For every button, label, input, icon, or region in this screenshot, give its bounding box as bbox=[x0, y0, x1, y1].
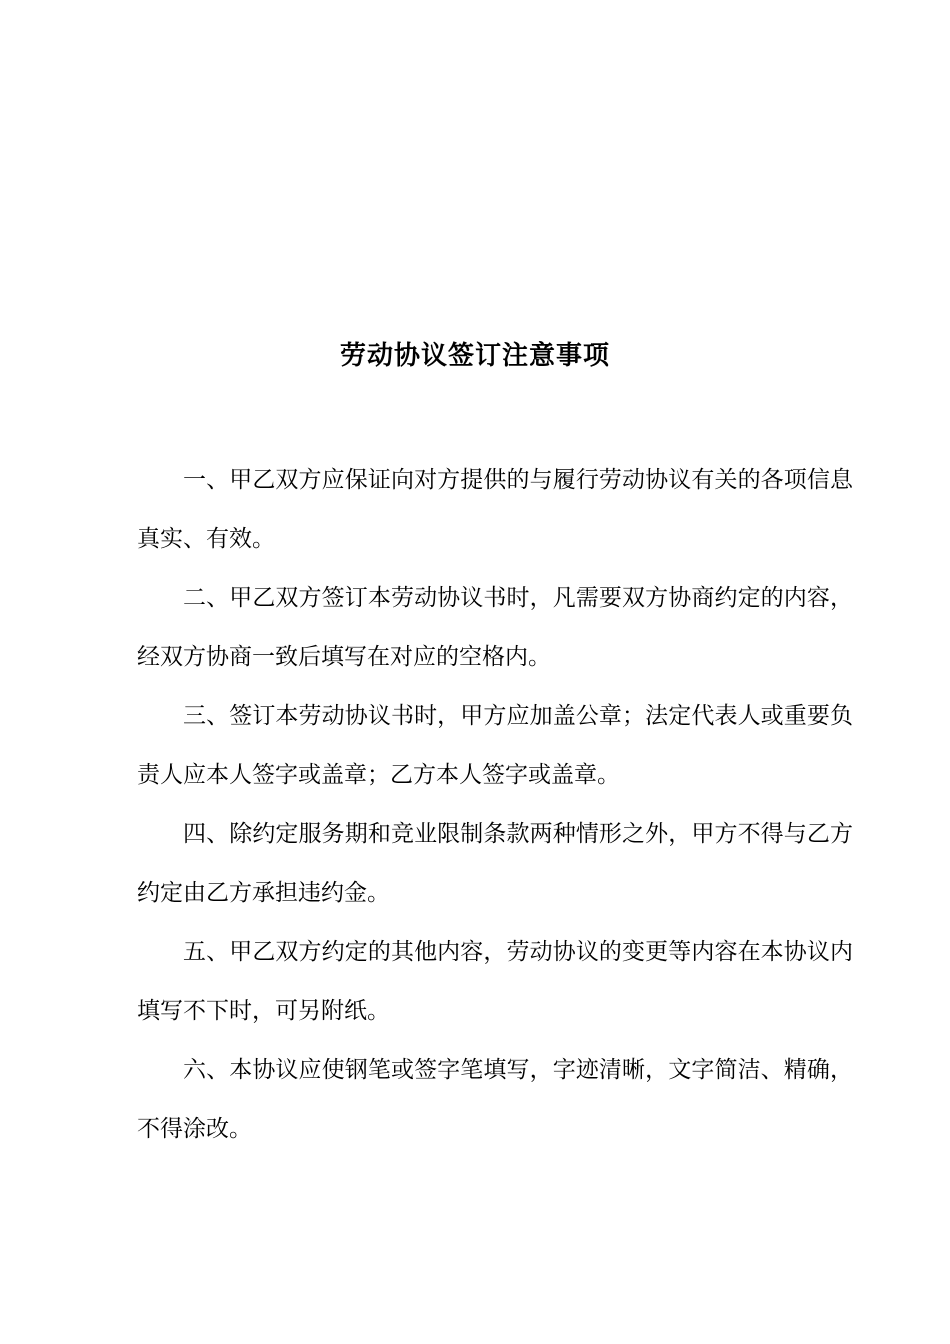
notice-item-5: 五、甲乙双方约定的其他内容，劳动协议的变更等内容在本协议内填写不下时，可另附纸。 bbox=[137, 939, 853, 1024]
notice-item-1: 一、甲乙双方应保证向对方提供的与履行劳动协议有关的各项信息真实、有效。 bbox=[137, 467, 853, 552]
notice-item-6: 六、本协议应使钢笔或签字笔填写，字迹清晰，文字简洁、精确，不得涂改。 bbox=[137, 1057, 853, 1142]
notice-item-4: 四、除约定服务期和竞业限制条款两种情形之外，甲方不得与乙方约定由乙方承担违约金。 bbox=[137, 821, 853, 906]
notice-item-3: 三、签订本劳动协议书时，甲方应加盖公章；法定代表人或重要负责人应本人签字或盖章；乙方本人签字或盖章。 bbox=[137, 703, 853, 788]
notice-item-2: 二、甲乙双方签订本劳动协议书时，凡需要双方协商约定的内容，经双方协商一致后填写在对应的空格内。 bbox=[137, 585, 853, 670]
document-body bbox=[137, 451, 853, 1159]
document-title: 劳动协议签订注意事项 bbox=[339, 341, 610, 371]
